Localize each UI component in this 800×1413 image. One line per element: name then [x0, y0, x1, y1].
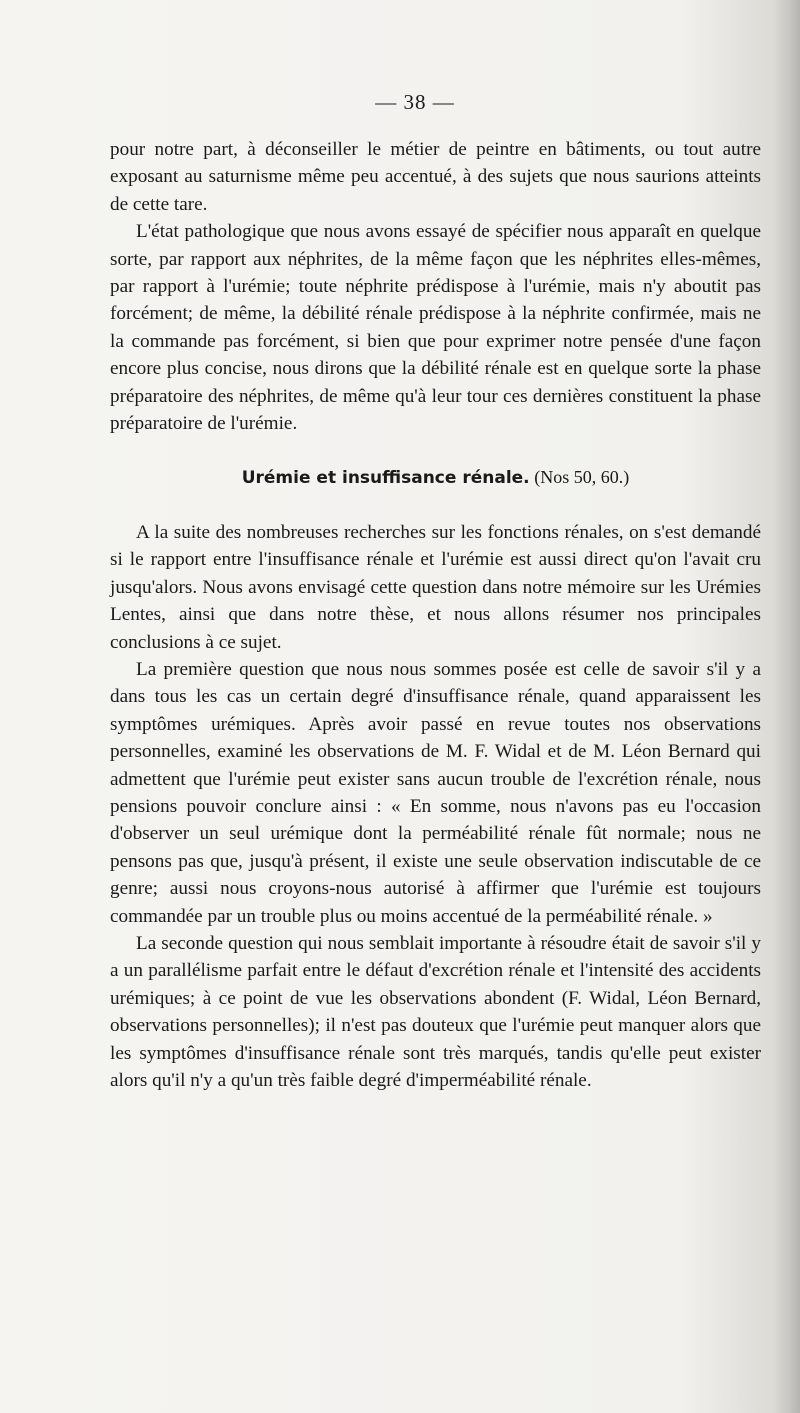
section-heading-reference: (Nos 50, 60.) [534, 467, 630, 488]
paragraph-continued: pour notre part, à déconseiller le métier de peintre en bâtiments, ou tout autre exposant au saturnisme même peu accentué, à des sujets que nous saurions atteints de cette tare. [110, 139, 761, 215]
page-number: — 38 — [375, 90, 455, 114]
paragraph-second-question: La seconde question qui nous semblait importante à résoudre était de savoir s'il y a un parallélisme parfait entre le défaut d'excrétion rénale et l'intensité des accidents urémiques; à ce point de vue les observations abondent (F. Widal, Léon Bernard, observations personnelles); il n'est pas douteux que l'urémie peut manquer alors que les symptômes d'insuffisance rénale sont très marqués, tandis qu'elle peut exister alors qu'il n'y a qu'un très faible degré d'imperméabilité rénale. [110, 932, 761, 1091]
paragraph-renal-research: A la suite des nombreuses recherches sur les fonctions rénales, on s'est demandé si le rapport entre l'insuffisance rénale et l'urémie est aussi direct qu'on l'avait cru jusqu'alors. Nous avons envisagé cette question dans notre mémoire sur les Urémies Lentes, ainsi que dans notre thèse, et nous allons résumer nos principales conclusions à ce sujet. [110, 521, 761, 653]
page-edge-shadow [772, 0, 800, 1413]
section-heading-title: Urémie et insuffisance rénale. [241, 468, 530, 489]
paragraph-pathological-state: L'état pathologique que nous avons essayé de spécifier nous apparaît en quelque sorte, par rapport aux néphrites, de la même façon que les néphrites elles-mêmes, par rapport à l'urémie; toute néphrite prédispose à l'urémie, mais n'y aboutit pas forcément; de même, la débilité rénale prédispose à la néphrite confirmée, mais ne la commande pas forcément, si bien que pour exprimer notre pensée d'une façon encore plus concise, nous dirons que la débilité rénale est en quelque sorte la phase préparatoire des néphrites, de même qu'à leur tour ces dernières constituent la phase préparatoire de l'urémie. [110, 221, 761, 435]
paragraph-first-question: La première question que nous nous sommes posée est celle de savoir s'il y a dans tous les cas un certain degré d'insuffisance rénale, quand apparaissent les symptômes urémiques. Après avoir passé en revue toutes nos observations personnelles, examiné les observations de M. F. Widal et de M. Léon Bernard qui admettent que l'urémie peut exister sans aucun trouble de l'excrétion rénale, nous pensions pouvoir conclure ainsi : « En somme, nous n'avons pas eu l'occasion d'observer un seul urémique dont la perméabilité rénale fût normale; nous ne pensons pas que, jusqu'à présent, il existe une seule observation indiscutable de ce genre; aussi nous croyons-nous autorisé à affirmer que l'urémie est toujours commandée par un trouble plus ou moins accentué de la perméabilité rénale. » [110, 658, 761, 927]
body-text [110, 136, 761, 1094]
section-heading [110, 464, 761, 492]
